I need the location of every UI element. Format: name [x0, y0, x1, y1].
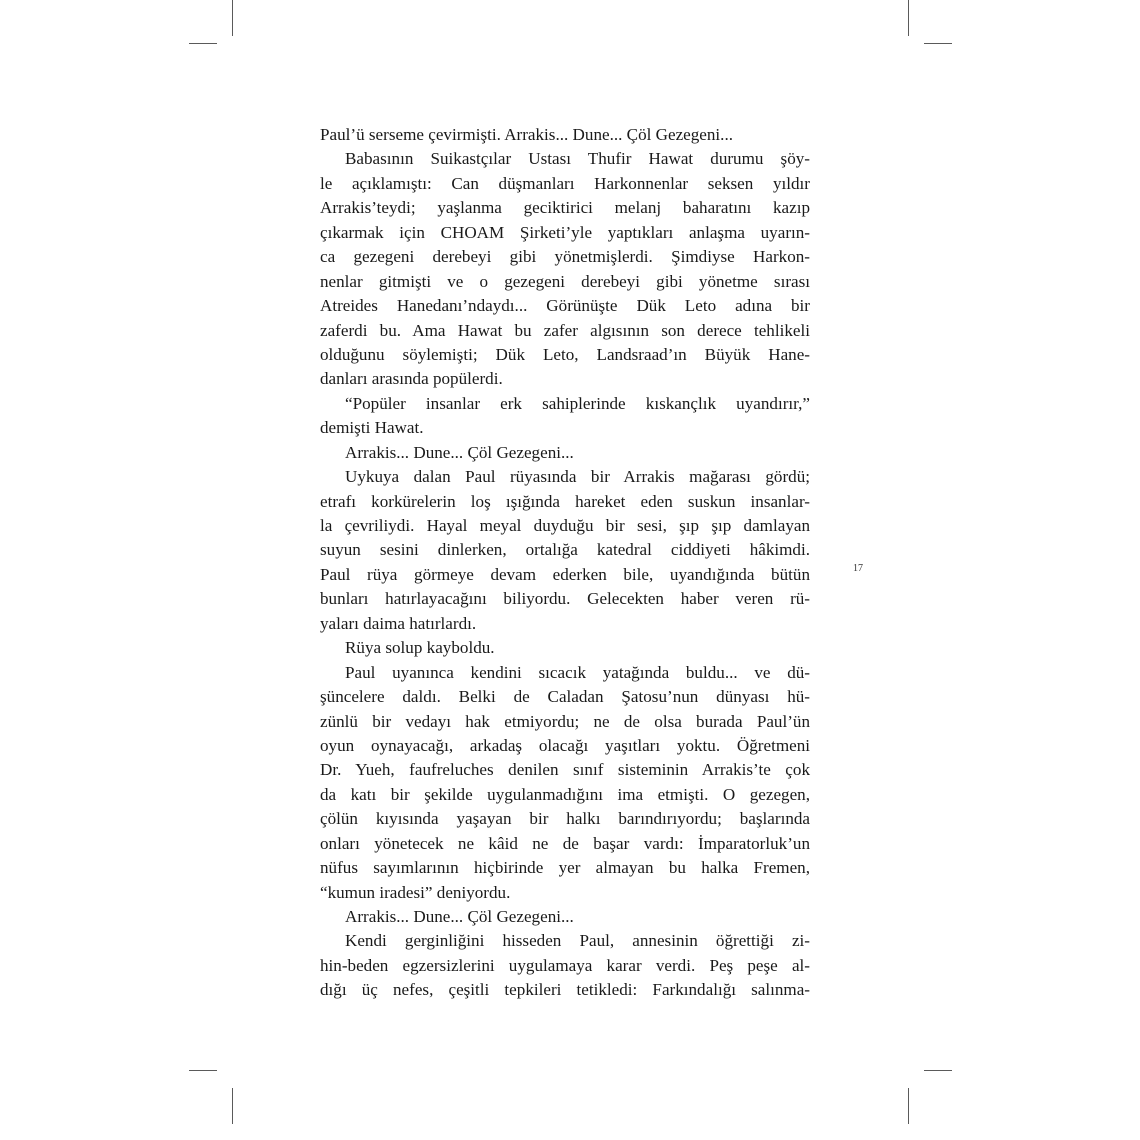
- text-line: Atreides Hanedanı’ndaydı... Görünüşte Dük Leto adına bir: [320, 296, 810, 316]
- crop-mark-bottom-left-vertical: [232, 1088, 233, 1124]
- crop-mark-top-right-vertical: [908, 0, 909, 36]
- text-line: Rüya solup kayboldu.: [345, 638, 495, 658]
- body-text: [320, 123, 810, 1003]
- text-line: la çevriliydi. Hayal meyal duyduğu bir sesi, şıp şıp damlayan: [320, 516, 810, 535]
- text-line: “Popüler insanlar erk sahiplerinde kıskançlık uyandırır,”: [345, 393, 810, 413]
- text-line: le açıklamıştı: Can düşmanları Harkonnenlar seksen yıldır: [320, 173, 810, 193]
- text-line: nenlar gitmişti ve o gezegeni derebeyi gibi yönetme sırası: [320, 271, 810, 291]
- text-line: demişti Hawat.: [320, 418, 424, 438]
- crop-mark-bottom-right-horizontal: [924, 1070, 952, 1071]
- text-line: Kendi gerginliğini hisseden Paul, annesinin öğrettiği zi-: [345, 931, 810, 951]
- crop-mark-top-left-vertical: [232, 0, 233, 36]
- crop-mark-top-left-horizontal: [189, 43, 217, 44]
- text-line: olduğunu söylemişti; Dük Leto, Landsraad’ın Büyük Hane-: [320, 344, 810, 364]
- text-line: dığı üç nefes, çeşitli tepkileri tetikledi: Farkındalığı salınma-: [320, 980, 810, 1000]
- text-line: Dr. Yueh, faufreluches denilen sınıf sisteminin Arrakis’te çok: [320, 760, 810, 780]
- text-line: Arrakis’teydi; yaşlanma geciktirici melanj baharatını kazıp: [320, 198, 810, 218]
- text-line: etrafı korkürelerin loş ışığında hareket eden suskun insanlar-: [320, 491, 810, 511]
- text-line: ca gezegeni derebeyi gibi yönetmişlerdi. Şimdiyse Harkon-: [320, 247, 810, 267]
- text-line: oyun oynayacağı, arkadaş olacağı yaşıtları yoktu. Öğretmeni: [320, 735, 810, 755]
- text-line: da katı bir şekilde uygulanmadığını ima etmişti. O gezegen,: [320, 784, 810, 804]
- text-line: Uykuya dalan Paul rüyasında bir Arrakis mağarası gördü;: [345, 467, 810, 487]
- text-line: suyun sesini dinlerken, ortalığa katedral ciddiyeti hâkimdi.: [320, 540, 810, 560]
- text-line: yaları daima hatırlardı.: [320, 613, 477, 633]
- text-line: Arrakis... Dune... Çöl Gezegeni...: [345, 907, 574, 926]
- text-line: çölün kıyısında yaşayan bir halkı barındırıyordu; başlarında: [320, 809, 810, 829]
- crop-mark-bottom-left-horizontal: [189, 1070, 217, 1071]
- text-line: Paul uyanınca kendini sıcacık yatağında buldu... ve dü-: [345, 662, 810, 682]
- text-line: danları arasında popülerdi.: [320, 369, 503, 389]
- text-line: Paul’ü serseme çevirmişti. Arrakis... Dune... Çöl Gezegeni...: [320, 125, 733, 144]
- text-line: bunları hatırlayacağını biliyordu. Gelecekten haber veren rü-: [320, 589, 810, 609]
- text-line: Arrakis... Dune... Çöl Gezegeni...: [345, 442, 574, 462]
- text-line: zaferdi bu. Ama Hawat bu zafer algısının son derece tehlikeli: [320, 320, 810, 340]
- text-line: şüncelere daldı. Belki de Caladan Şatosu’nun dünyası hü-: [320, 687, 810, 707]
- text-line: “kumun iradesi” deniyordu.: [320, 882, 511, 902]
- text-line: nüfus sayımlarının hiçbirinde yer almayan bu halka Fremen,: [320, 858, 810, 878]
- crop-mark-bottom-right-vertical: [908, 1088, 909, 1124]
- text-line: Paul rüya görmeye devam ederken bile, uyandığında bütün: [320, 564, 810, 584]
- text-line: onları yönetecek ne kâid ne de başar vardı: İmparatorluk’un: [320, 833, 810, 853]
- page-number: 17: [853, 563, 863, 574]
- crop-mark-top-right-horizontal: [924, 43, 952, 44]
- text-line: Babasının Suikastçılar Ustası Thufir Hawat durumu şöy-: [345, 149, 810, 169]
- text-line: çıkarmak için CHOAM Şirketi’yle yaptıkları anlaşma uyarın-: [320, 222, 810, 242]
- text-line: hin-beden egzersizlerini uygulamaya karar verdi. Peş peşe al-: [320, 955, 810, 975]
- text-line: zünlü bir vedayı hak etmiyordu; ne de olsa burada Paul’ün: [320, 711, 810, 731]
